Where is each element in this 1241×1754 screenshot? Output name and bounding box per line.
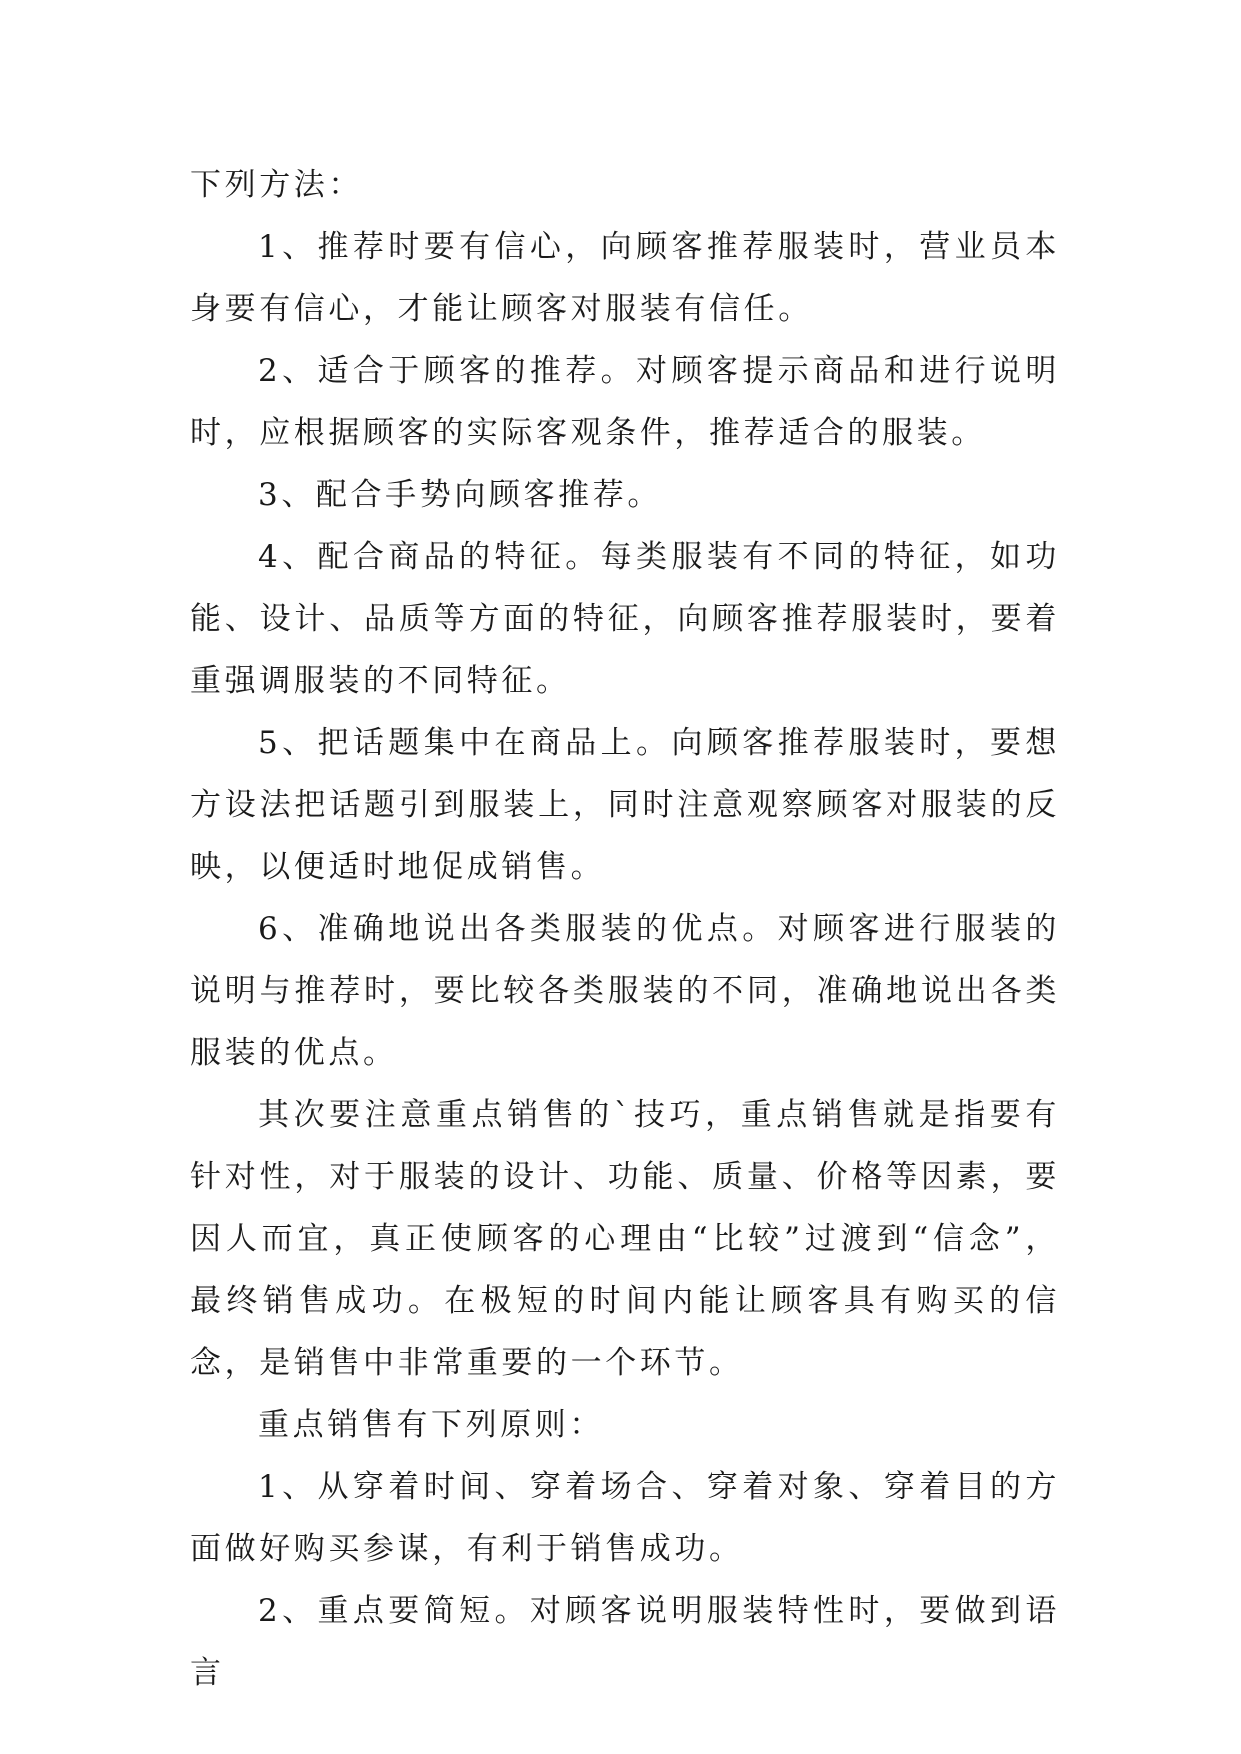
paragraph-intro: 下列方法： [190,167,363,203]
paragraph-method-5: 5、把话题集中在商品上。向顾客推荐服装时，要想方设法把话题引到服装上，同时注意观察顾客对服装的反映，以便适时地促成销售。 [190,725,1060,885]
paragraph-method-6: 6、准确地说出各类服装的优点。对顾客进行服装的说明与推荐时，要比较各类服装的不同，准确地说出各类服装的优点。 [190,911,1060,1071]
paragraph-method-2: 2、适合于顾客的推荐。对顾客提示商品和进行说明时，应根据顾客的实际客观条件，推荐适合的服装。 [190,353,1060,451]
paragraph-principle-2: 2、重点要简短。对顾客说明服装特性时，要做到语言 [190,1593,1060,1691]
paragraph-key-selling: 其次要注意重点销售的`技巧，重点销售就是指要有针对性，对于服装的设计、功能、质量、价格等因素，要因人而宜，真正使顾客的心理由“比较”过渡到“信念”，最终销售成功。在极短的时间内能让顾客具有购买的信念，是销售中非常重要的一个环节。 [190,1097,1060,1381]
paragraph-method-3: 3、配合手势向顾客推荐。 [258,477,662,513]
paragraph-principle-1: 1、从穿着时间、穿着场合、穿着对象、穿着目的方面做好购买参谋，有利于销售成功。 [190,1469,1060,1567]
document-body [190,154,1060,1704]
paragraph-method-4: 4、配合商品的特征。每类服装有不同的特征，如功能、设计、品质等方面的特征，向顾客推荐服装时，要着重强调服装的不同特征。 [190,539,1060,699]
paragraph-method-1: 1、推荐时要有信心，向顾客推荐服装时，营业员本身要有信心，才能让顾客对服装有信任。 [190,229,1060,327]
paragraph-principles-heading: 重点销售有下列原则： [258,1407,604,1443]
